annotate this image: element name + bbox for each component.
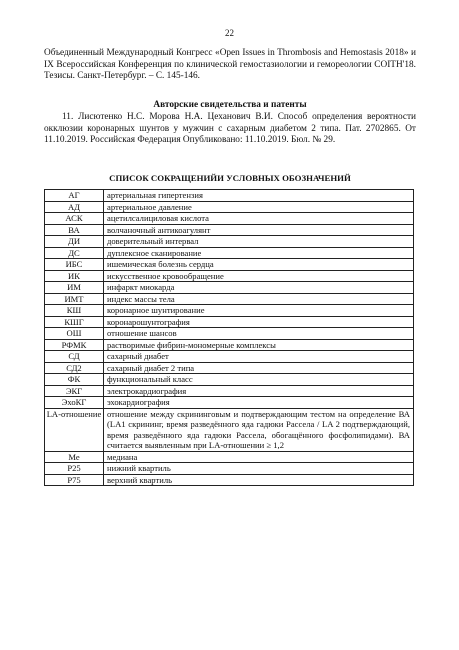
abbreviation-definition: медиана (104, 451, 414, 463)
abbreviation-definition: сахарный диабет (104, 351, 414, 363)
abbreviation-definition: отношение между скрининговым и подтверждающим тестом на определение ВА (LA1 скрининг, время разведённого яда гадюки Рассела / LA 2 подтверждающий, время разведённого яда гадюки Рассела, обогащённого фосфолипидами). ВА считается выявленным при LA-отношении ≥ 1,2 (104, 408, 414, 451)
table-row (45, 408, 414, 451)
abbreviation-definition: артериальное давление (104, 201, 414, 213)
abbreviation-term: ДИ (45, 236, 104, 248)
abbreviation-term: ОШ (45, 328, 104, 340)
abbreviation-definition: функциональный класс (104, 374, 414, 386)
table-row (45, 293, 414, 305)
abbreviation-term: ДС (45, 247, 104, 259)
table-row (45, 201, 414, 213)
abbreviations-heading: СПИСОК СОКРАЩЕНИЙИ УСЛОВНЫХ ОБОЗНАЧЕНИЙ (109, 173, 351, 183)
abbreviation-term: ИМ (45, 282, 104, 294)
table-row (45, 374, 414, 386)
page-number: 22 (225, 28, 234, 38)
abbreviation-definition: ацетилсалициловая кислота (104, 213, 414, 225)
patent-reference-paragraph: 11. Лисютенко Н.С. Морова Н.А. Цеханович В.И. Способ определения вероятности окклюзии коронарных шунтов у мужчин с сахарным диабетом 2 типа. Пат. 2702865. От 11.10.2019. Российская Федерация Опубликовано: 11.10.2019. Бюл. № 29. (44, 112, 416, 146)
abbreviation-term: ИМТ (45, 293, 104, 305)
table-row (45, 339, 414, 351)
abbreviation-definition: эхокардиография (104, 397, 414, 409)
abbreviation-term: АД (45, 201, 104, 213)
abbreviation-definition: искусственное кровообращение (104, 270, 414, 282)
table-row (45, 270, 414, 282)
table-row (45, 190, 414, 202)
table-row (45, 259, 414, 271)
abbreviation-term: КШ (45, 305, 104, 317)
abbreviation-definition: сахарный диабет 2 типа (104, 362, 414, 374)
abbreviations-table (44, 189, 414, 486)
table-row (45, 236, 414, 248)
table-row (45, 362, 414, 374)
abbreviation-definition: коронарошунтография (104, 316, 414, 328)
table-row (45, 474, 414, 486)
abbreviation-term: LA-отношение (45, 408, 104, 451)
table-row (45, 316, 414, 328)
table-row (45, 247, 414, 259)
abbreviation-term: P25 (45, 463, 104, 475)
abbreviation-term: ЭКГ (45, 385, 104, 397)
table-row (45, 463, 414, 475)
abbreviation-term: АСК (45, 213, 104, 225)
table-row (45, 385, 414, 397)
abbreviation-term: Ме (45, 451, 104, 463)
abbreviation-definition: отношение шансов (104, 328, 414, 340)
abbreviation-term: СД (45, 351, 104, 363)
abbreviation-term: P75 (45, 474, 104, 486)
abbreviation-definition: ишемическая болезнь сердца (104, 259, 414, 271)
table-row (45, 397, 414, 409)
abbreviation-term: КШГ (45, 316, 104, 328)
abbreviation-definition: индекс массы тела (104, 293, 414, 305)
abbreviation-definition: артериальная гипертензия (104, 190, 414, 202)
table-row (45, 282, 414, 294)
abbreviation-term: ФК (45, 374, 104, 386)
abbreviation-term: ИК (45, 270, 104, 282)
abbreviation-definition: инфаркт миокарда (104, 282, 414, 294)
abbreviation-definition: дуплексное сканирование (104, 247, 414, 259)
abbreviation-definition: доверительный интервал (104, 236, 414, 248)
abbreviation-term: ВА (45, 224, 104, 236)
reference-paragraph: Объединенный Международный Конгресс «Open Issues in Thrombosis and Hemostasis 2018» и IX Всероссийская Конференция по клинической гемостазиологии и гемореологии СОIТН'18. Тезисы. Санкт-Петербург. – С. 145-146. (44, 48, 416, 82)
table-row (45, 328, 414, 340)
section-heading-patents: Авторские свидетельства и патенты (153, 100, 307, 110)
abbreviation-term: СД2 (45, 362, 104, 374)
abbreviation-term: АГ (45, 190, 104, 202)
table-row (45, 224, 414, 236)
abbreviation-definition: нижний квартиль (104, 463, 414, 475)
abbreviation-definition: растворимые фибрин-мономерные комплексы (104, 339, 414, 351)
abbreviation-definition: коронарное шунтирование (104, 305, 414, 317)
table-row (45, 351, 414, 363)
abbreviation-term: РФМК (45, 339, 104, 351)
table-row (45, 305, 414, 317)
abbreviation-term: ИБС (45, 259, 104, 271)
abbreviation-definition: верхний квартиль (104, 474, 414, 486)
abbreviation-definition: электрокардиография (104, 385, 414, 397)
abbreviation-definition: волчаночный антикоагулянт (104, 224, 414, 236)
table-row (45, 451, 414, 463)
abbreviation-term: ЭхоКГ (45, 397, 104, 409)
table-row (45, 213, 414, 225)
